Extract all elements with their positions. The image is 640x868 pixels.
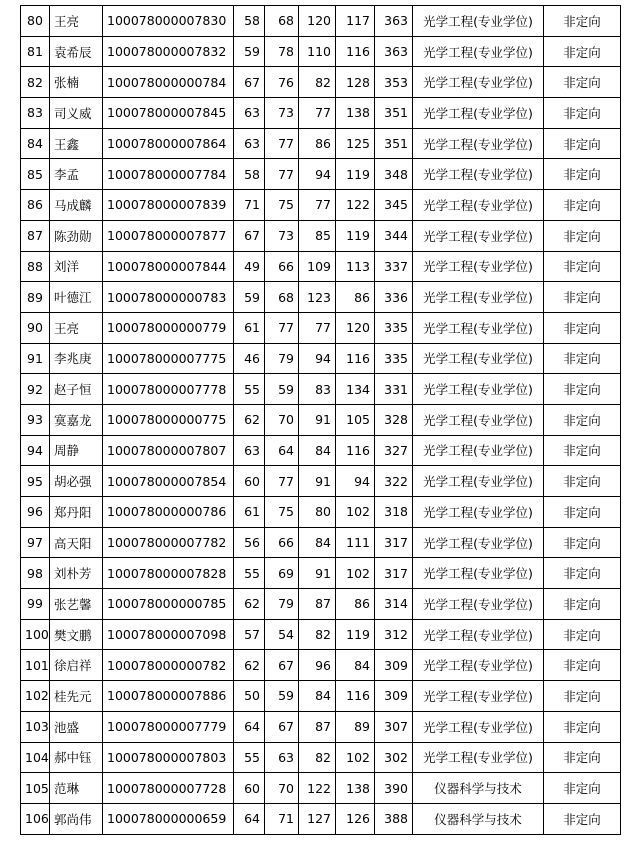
score-total-cell: 307 xyxy=(375,711,413,742)
rank-cell: 80 xyxy=(21,6,50,37)
rank-cell: 94 xyxy=(21,435,50,466)
enroll-type-cell: 非定向 xyxy=(544,6,621,37)
score-math-cell: 120 xyxy=(299,6,336,37)
exam-id-cell: 100078000000779 xyxy=(103,312,234,343)
major-cell: 光学工程(专业学位) xyxy=(413,650,544,681)
enroll-type-cell: 非定向 xyxy=(544,435,621,466)
score-politics-cell: 67 xyxy=(234,220,265,251)
score-math-cell: 82 xyxy=(299,67,336,98)
major-cell: 光学工程(专业学位) xyxy=(413,711,544,742)
score-math-cell: 84 xyxy=(299,681,336,712)
score-math-cell: 94 xyxy=(299,343,336,374)
score-english-cell: 79 xyxy=(265,343,299,374)
exam-id-cell: 100078000007877 xyxy=(103,220,234,251)
table-row xyxy=(21,98,621,129)
name-cell: 叶德江 xyxy=(50,282,103,313)
score-total-cell: 331 xyxy=(375,374,413,405)
major-cell: 光学工程(专业学位) xyxy=(413,374,544,405)
score-total-cell: 363 xyxy=(375,6,413,37)
table-row xyxy=(21,435,621,466)
score-politics-cell: 60 xyxy=(234,466,265,497)
score-politics-cell: 62 xyxy=(234,589,265,620)
table-row xyxy=(21,343,621,374)
rank-cell: 105 xyxy=(21,773,50,804)
score-english-cell: 77 xyxy=(265,128,299,159)
score-math-cell: 86 xyxy=(299,128,336,159)
score-english-cell: 66 xyxy=(265,251,299,282)
score-politics-cell: 55 xyxy=(234,742,265,773)
major-cell: 光学工程(专业学位) xyxy=(413,312,544,343)
score-table-body xyxy=(21,6,621,835)
score-major-cell: 117 xyxy=(336,6,375,37)
rank-cell: 96 xyxy=(21,497,50,528)
enroll-type-cell: 非定向 xyxy=(544,67,621,98)
name-cell: 马成麟 xyxy=(50,190,103,221)
score-english-cell: 73 xyxy=(265,220,299,251)
enroll-type-cell: 非定向 xyxy=(544,282,621,313)
score-math-cell: 91 xyxy=(299,404,336,435)
enroll-type-cell: 非定向 xyxy=(544,619,621,650)
score-total-cell: 351 xyxy=(375,128,413,159)
score-math-cell: 84 xyxy=(299,435,336,466)
exam-id-cell: 100078000007854 xyxy=(103,466,234,497)
score-total-cell: 317 xyxy=(375,527,413,558)
exam-id-cell: 100078000007830 xyxy=(103,6,234,37)
exam-id-cell: 100078000007845 xyxy=(103,98,234,129)
table-row xyxy=(21,803,621,834)
score-math-cell: 80 xyxy=(299,497,336,528)
score-english-cell: 59 xyxy=(265,374,299,405)
score-total-cell: 388 xyxy=(375,803,413,834)
major-cell: 光学工程(专业学位) xyxy=(413,36,544,67)
score-english-cell: 67 xyxy=(265,711,299,742)
major-cell: 光学工程(专业学位) xyxy=(413,497,544,528)
score-math-cell: 123 xyxy=(299,282,336,313)
enroll-type-cell: 非定向 xyxy=(544,343,621,374)
score-math-cell: 84 xyxy=(299,527,336,558)
score-english-cell: 69 xyxy=(265,558,299,589)
enroll-type-cell: 非定向 xyxy=(544,374,621,405)
score-major-cell: 119 xyxy=(336,220,375,251)
exam-id-cell: 100078000007775 xyxy=(103,343,234,374)
name-cell: 郑丹阳 xyxy=(50,497,103,528)
major-cell: 光学工程(专业学位) xyxy=(413,67,544,98)
score-total-cell: 348 xyxy=(375,159,413,190)
enroll-type-cell: 非定向 xyxy=(544,128,621,159)
table-row xyxy=(21,527,621,558)
rank-cell: 84 xyxy=(21,128,50,159)
score-total-cell: 328 xyxy=(375,404,413,435)
score-english-cell: 70 xyxy=(265,404,299,435)
exam-id-cell: 100078000007728 xyxy=(103,773,234,804)
exam-id-cell: 100078000007779 xyxy=(103,711,234,742)
exam-id-cell: 100078000000785 xyxy=(103,589,234,620)
score-english-cell: 77 xyxy=(265,466,299,497)
score-politics-cell: 63 xyxy=(234,98,265,129)
major-cell: 光学工程(专业学位) xyxy=(413,98,544,129)
score-total-cell: 335 xyxy=(375,312,413,343)
major-cell: 光学工程(专业学位) xyxy=(413,742,544,773)
name-cell: 寞嘉龙 xyxy=(50,404,103,435)
name-cell: 周静 xyxy=(50,435,103,466)
rank-cell: 104 xyxy=(21,742,50,773)
score-politics-cell: 62 xyxy=(234,404,265,435)
exam-id-cell: 100078000007807 xyxy=(103,435,234,466)
score-politics-cell: 71 xyxy=(234,190,265,221)
major-cell: 光学工程(专业学位) xyxy=(413,282,544,313)
score-total-cell: 390 xyxy=(375,773,413,804)
rank-cell: 93 xyxy=(21,404,50,435)
major-cell: 光学工程(专业学位) xyxy=(413,558,544,589)
enroll-type-cell: 非定向 xyxy=(544,711,621,742)
enroll-type-cell: 非定向 xyxy=(544,742,621,773)
score-politics-cell: 49 xyxy=(234,251,265,282)
score-politics-cell: 67 xyxy=(234,67,265,98)
score-politics-cell: 64 xyxy=(234,711,265,742)
exam-id-cell: 100078000000659 xyxy=(103,803,234,834)
major-cell: 光学工程(专业学位) xyxy=(413,527,544,558)
name-cell: 胡必强 xyxy=(50,466,103,497)
exam-id-cell: 100078000000786 xyxy=(103,497,234,528)
score-english-cell: 64 xyxy=(265,435,299,466)
table-row xyxy=(21,67,621,98)
exam-id-cell: 100078000000775 xyxy=(103,404,234,435)
score-total-cell: 322 xyxy=(375,466,413,497)
score-math-cell: 109 xyxy=(299,251,336,282)
score-politics-cell: 55 xyxy=(234,558,265,589)
table-row xyxy=(21,190,621,221)
score-english-cell: 63 xyxy=(265,742,299,773)
enroll-type-cell: 非定向 xyxy=(544,220,621,251)
table-row xyxy=(21,589,621,620)
name-cell: 司义威 xyxy=(50,98,103,129)
score-politics-cell: 46 xyxy=(234,343,265,374)
exam-id-cell: 100078000000782 xyxy=(103,650,234,681)
name-cell: 张艺馨 xyxy=(50,589,103,620)
table-row xyxy=(21,220,621,251)
score-total-cell: 309 xyxy=(375,650,413,681)
score-politics-cell: 63 xyxy=(234,435,265,466)
score-major-cell: 119 xyxy=(336,159,375,190)
score-total-cell: 314 xyxy=(375,589,413,620)
table-row xyxy=(21,619,621,650)
rank-cell: 83 xyxy=(21,98,50,129)
score-major-cell: 128 xyxy=(336,67,375,98)
rank-cell: 101 xyxy=(21,650,50,681)
table-row xyxy=(21,773,621,804)
rank-cell: 95 xyxy=(21,466,50,497)
enroll-type-cell: 非定向 xyxy=(544,558,621,589)
enroll-type-cell: 非定向 xyxy=(544,159,621,190)
score-major-cell: 125 xyxy=(336,128,375,159)
rank-cell: 103 xyxy=(21,711,50,742)
score-english-cell: 75 xyxy=(265,497,299,528)
enroll-type-cell: 非定向 xyxy=(544,497,621,528)
rank-cell: 92 xyxy=(21,374,50,405)
score-politics-cell: 56 xyxy=(234,527,265,558)
score-math-cell: 77 xyxy=(299,312,336,343)
name-cell: 王亮 xyxy=(50,312,103,343)
enroll-type-cell: 非定向 xyxy=(544,527,621,558)
table-row xyxy=(21,681,621,712)
score-math-cell: 82 xyxy=(299,619,336,650)
score-major-cell: 105 xyxy=(336,404,375,435)
name-cell: 李兆庚 xyxy=(50,343,103,374)
enroll-type-cell: 非定向 xyxy=(544,98,621,129)
score-english-cell: 68 xyxy=(265,282,299,313)
score-math-cell: 87 xyxy=(299,711,336,742)
score-english-cell: 77 xyxy=(265,312,299,343)
name-cell: 桂先元 xyxy=(50,681,103,712)
exam-id-cell: 100078000007844 xyxy=(103,251,234,282)
score-major-cell: 86 xyxy=(336,282,375,313)
name-cell: 赵子恒 xyxy=(50,374,103,405)
score-math-cell: 122 xyxy=(299,773,336,804)
major-cell: 光学工程(专业学位) xyxy=(413,435,544,466)
score-major-cell: 120 xyxy=(336,312,375,343)
enroll-type-cell: 非定向 xyxy=(544,404,621,435)
table-row xyxy=(21,466,621,497)
score-english-cell: 79 xyxy=(265,589,299,620)
enroll-type-cell: 非定向 xyxy=(544,803,621,834)
name-cell: 高天阳 xyxy=(50,527,103,558)
table-row xyxy=(21,497,621,528)
major-cell: 光学工程(专业学位) xyxy=(413,681,544,712)
score-english-cell: 73 xyxy=(265,98,299,129)
name-cell: 袁希辰 xyxy=(50,36,103,67)
rank-cell: 86 xyxy=(21,190,50,221)
exam-id-cell: 100078000007839 xyxy=(103,190,234,221)
major-cell: 光学工程(专业学位) xyxy=(413,466,544,497)
name-cell: 张楠 xyxy=(50,67,103,98)
score-math-cell: 91 xyxy=(299,466,336,497)
score-english-cell: 78 xyxy=(265,36,299,67)
score-english-cell: 71 xyxy=(265,803,299,834)
score-english-cell: 54 xyxy=(265,619,299,650)
table-row xyxy=(21,36,621,67)
major-cell: 光学工程(专业学位) xyxy=(413,159,544,190)
table-row xyxy=(21,251,621,282)
score-total-cell: 312 xyxy=(375,619,413,650)
score-total-cell: 345 xyxy=(375,190,413,221)
score-major-cell: 111 xyxy=(336,527,375,558)
score-math-cell: 77 xyxy=(299,190,336,221)
score-major-cell: 138 xyxy=(336,773,375,804)
table-row xyxy=(21,650,621,681)
rank-cell: 85 xyxy=(21,159,50,190)
exam-id-cell: 100078000007803 xyxy=(103,742,234,773)
major-cell: 光学工程(专业学位) xyxy=(413,6,544,37)
name-cell: 郭尚伟 xyxy=(50,803,103,834)
name-cell: 樊文鹏 xyxy=(50,619,103,650)
name-cell: 范琳 xyxy=(50,773,103,804)
score-total-cell: 337 xyxy=(375,251,413,282)
score-total-cell: 302 xyxy=(375,742,413,773)
rank-cell: 100 xyxy=(21,619,50,650)
score-math-cell: 85 xyxy=(299,220,336,251)
score-politics-cell: 62 xyxy=(234,650,265,681)
exam-id-cell: 100078000007784 xyxy=(103,159,234,190)
score-english-cell: 77 xyxy=(265,159,299,190)
exam-id-cell: 100078000007832 xyxy=(103,36,234,67)
major-cell: 仪器科学与技术 xyxy=(413,773,544,804)
rank-cell: 87 xyxy=(21,220,50,251)
exam-id-cell: 100078000007864 xyxy=(103,128,234,159)
score-math-cell: 77 xyxy=(299,98,336,129)
score-major-cell: 116 xyxy=(336,36,375,67)
score-major-cell: 126 xyxy=(336,803,375,834)
exam-id-cell: 100078000000783 xyxy=(103,282,234,313)
table-row xyxy=(21,6,621,37)
score-politics-cell: 58 xyxy=(234,6,265,37)
score-total-cell: 318 xyxy=(375,497,413,528)
enroll-type-cell: 非定向 xyxy=(544,36,621,67)
score-major-cell: 122 xyxy=(336,190,375,221)
table-row xyxy=(21,404,621,435)
score-major-cell: 86 xyxy=(336,589,375,620)
exam-id-cell: 100078000000784 xyxy=(103,67,234,98)
major-cell: 光学工程(专业学位) xyxy=(413,220,544,251)
score-total-cell: 309 xyxy=(375,681,413,712)
score-math-cell: 127 xyxy=(299,803,336,834)
rank-cell: 89 xyxy=(21,282,50,313)
score-math-cell: 82 xyxy=(299,742,336,773)
score-major-cell: 89 xyxy=(336,711,375,742)
enroll-type-cell: 非定向 xyxy=(544,650,621,681)
score-politics-cell: 61 xyxy=(234,497,265,528)
rank-cell: 106 xyxy=(21,803,50,834)
score-english-cell: 66 xyxy=(265,527,299,558)
score-politics-cell: 61 xyxy=(234,312,265,343)
score-major-cell: 116 xyxy=(336,343,375,374)
score-politics-cell: 64 xyxy=(234,803,265,834)
score-english-cell: 67 xyxy=(265,650,299,681)
score-math-cell: 110 xyxy=(299,36,336,67)
score-major-cell: 102 xyxy=(336,497,375,528)
table-row xyxy=(21,558,621,589)
score-english-cell: 76 xyxy=(265,67,299,98)
name-cell: 池盛 xyxy=(50,711,103,742)
score-math-cell: 87 xyxy=(299,589,336,620)
name-cell: 刘朴芳 xyxy=(50,558,103,589)
name-cell: 徐启祥 xyxy=(50,650,103,681)
score-math-cell: 96 xyxy=(299,650,336,681)
enroll-type-cell: 非定向 xyxy=(544,190,621,221)
score-politics-cell: 58 xyxy=(234,159,265,190)
enroll-type-cell: 非定向 xyxy=(544,773,621,804)
table-row xyxy=(21,374,621,405)
major-cell: 光学工程(专业学位) xyxy=(413,619,544,650)
rank-cell: 91 xyxy=(21,343,50,374)
score-major-cell: 113 xyxy=(336,251,375,282)
score-total-cell: 336 xyxy=(375,282,413,313)
score-major-cell: 119 xyxy=(336,619,375,650)
name-cell: 刘洋 xyxy=(50,251,103,282)
score-total-cell: 351 xyxy=(375,98,413,129)
major-cell: 仪器科学与技术 xyxy=(413,803,544,834)
score-total-cell: 344 xyxy=(375,220,413,251)
exam-id-cell: 100078000007778 xyxy=(103,374,234,405)
score-english-cell: 75 xyxy=(265,190,299,221)
enroll-type-cell: 非定向 xyxy=(544,681,621,712)
score-total-cell: 327 xyxy=(375,435,413,466)
name-cell: 王亮 xyxy=(50,6,103,37)
score-table xyxy=(20,5,621,835)
enroll-type-cell: 非定向 xyxy=(544,589,621,620)
enroll-type-cell: 非定向 xyxy=(544,312,621,343)
rank-cell: 99 xyxy=(21,589,50,620)
major-cell: 光学工程(专业学位) xyxy=(413,343,544,374)
score-major-cell: 102 xyxy=(336,742,375,773)
score-politics-cell: 55 xyxy=(234,374,265,405)
score-total-cell: 363 xyxy=(375,36,413,67)
table-row xyxy=(21,742,621,773)
table-row xyxy=(21,159,621,190)
score-math-cell: 91 xyxy=(299,558,336,589)
exam-id-cell: 100078000007828 xyxy=(103,558,234,589)
rank-cell: 81 xyxy=(21,36,50,67)
score-major-cell: 116 xyxy=(336,435,375,466)
table-row xyxy=(21,312,621,343)
score-politics-cell: 50 xyxy=(234,681,265,712)
score-major-cell: 102 xyxy=(336,558,375,589)
score-math-cell: 94 xyxy=(299,159,336,190)
score-major-cell: 94 xyxy=(336,466,375,497)
score-politics-cell: 57 xyxy=(234,619,265,650)
score-politics-cell: 59 xyxy=(234,282,265,313)
score-math-cell: 83 xyxy=(299,374,336,405)
rank-cell: 97 xyxy=(21,527,50,558)
name-cell: 陈劲勋 xyxy=(50,220,103,251)
major-cell: 光学工程(专业学位) xyxy=(413,128,544,159)
major-cell: 光学工程(专业学位) xyxy=(413,251,544,282)
score-total-cell: 353 xyxy=(375,67,413,98)
rank-cell: 98 xyxy=(21,558,50,589)
table-row xyxy=(21,128,621,159)
score-major-cell: 134 xyxy=(336,374,375,405)
score-politics-cell: 63 xyxy=(234,128,265,159)
name-cell: 郝中钰 xyxy=(50,742,103,773)
score-english-cell: 70 xyxy=(265,773,299,804)
exam-id-cell: 100078000007886 xyxy=(103,681,234,712)
rank-cell: 90 xyxy=(21,312,50,343)
table-row xyxy=(21,282,621,313)
score-total-cell: 335 xyxy=(375,343,413,374)
exam-id-cell: 100078000007098 xyxy=(103,619,234,650)
major-cell: 光学工程(专业学位) xyxy=(413,190,544,221)
enroll-type-cell: 非定向 xyxy=(544,251,621,282)
major-cell: 光学工程(专业学位) xyxy=(413,589,544,620)
score-major-cell: 84 xyxy=(336,650,375,681)
score-politics-cell: 59 xyxy=(234,36,265,67)
rank-cell: 88 xyxy=(21,251,50,282)
exam-id-cell: 100078000007782 xyxy=(103,527,234,558)
score-major-cell: 138 xyxy=(336,98,375,129)
table-row xyxy=(21,711,621,742)
score-major-cell: 116 xyxy=(336,681,375,712)
name-cell: 王鑫 xyxy=(50,128,103,159)
score-total-cell: 317 xyxy=(375,558,413,589)
score-english-cell: 68 xyxy=(265,6,299,37)
score-english-cell: 59 xyxy=(265,681,299,712)
major-cell: 光学工程(专业学位) xyxy=(413,404,544,435)
score-politics-cell: 60 xyxy=(234,773,265,804)
rank-cell: 102 xyxy=(21,681,50,712)
rank-cell: 82 xyxy=(21,67,50,98)
enroll-type-cell: 非定向 xyxy=(544,466,621,497)
name-cell: 李孟 xyxy=(50,159,103,190)
